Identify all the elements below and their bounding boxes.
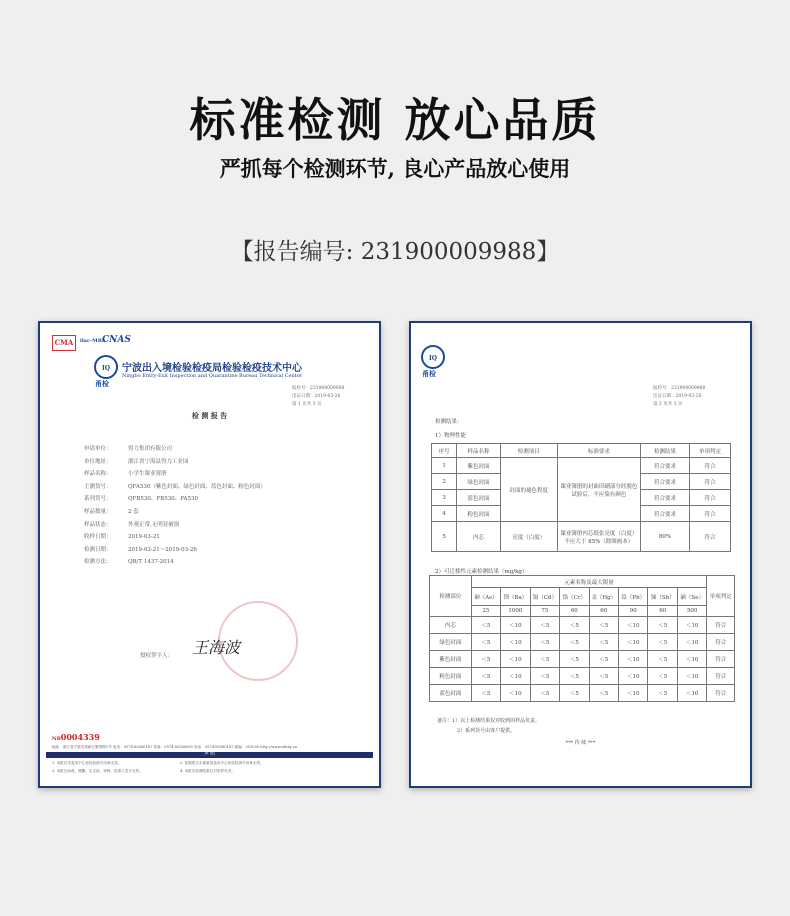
- bureau-emblem-icon: IQ: [94, 355, 118, 379]
- field-row: [84, 532, 160, 540]
- emblem-label: 甬检: [422, 369, 436, 378]
- field-row: [84, 557, 174, 565]
- t2-value: ＜5: [471, 617, 500, 634]
- section-physical: 1）物理性能: [435, 433, 466, 439]
- t1-result: 符合要求: [641, 458, 690, 474]
- meta-issue-date: 出证日期：2019-03-26: [292, 394, 341, 399]
- t2-element: 铅（Pb）: [619, 588, 648, 606]
- t2-value: ＜10: [677, 651, 706, 668]
- field-label: 检测方法：: [84, 559, 112, 566]
- t1-header-cell: 序号: [432, 444, 457, 458]
- t2-value: ＜5: [589, 668, 618, 685]
- t2-value: ＜5: [589, 685, 618, 702]
- t2-limit: 60: [589, 606, 618, 617]
- t2-value: ＜10: [619, 668, 648, 685]
- t2-value: ＜10: [501, 634, 530, 651]
- field-row: [84, 457, 189, 465]
- doc-title: 检 测 报 告: [191, 411, 228, 420]
- field-value: QFA530（紫色封面、绿色封面、蓝色封面、粉色封面）: [128, 483, 266, 490]
- footer-note-3: 3. 本报告涂改、增删、无主检、审核、批准人签字无效。: [52, 769, 143, 773]
- org-name-cn: 宁波出入境检验检疫局检验检疫技术中心: [122, 363, 302, 374]
- t2-part: 紫色封面: [430, 651, 472, 668]
- t2-value: ＜5: [530, 651, 559, 668]
- t2-group-header: 元素名称及最大限量: [471, 576, 707, 588]
- t2-value: ＜10: [677, 634, 706, 651]
- t2-element: 硒（Se）: [677, 588, 706, 606]
- t2-value: ＜10: [501, 651, 530, 668]
- ilac-logo: ilac-MRA: [80, 338, 106, 344]
- meta-issue-date: 出证日期：2019-03-26: [653, 394, 702, 399]
- field-value: 小学生课业簿册: [128, 471, 167, 478]
- report-number: 【报告编号: 231900009988】: [230, 239, 560, 265]
- footer-note-4: 4. 本报告检测结果仅对来样负责。: [180, 769, 235, 773]
- t1-row5-name: 内芯: [457, 522, 501, 552]
- t1-name: 绿色封面: [457, 474, 501, 490]
- t2-value: ＜5: [648, 668, 677, 685]
- t2-limit: 60: [560, 606, 589, 617]
- field-row: [84, 469, 167, 477]
- t1-no: 4: [432, 506, 457, 522]
- t2-limit: 1000: [501, 606, 530, 617]
- meta-page: 第 2 页共 3 页: [653, 402, 683, 407]
- t1-verdict: 符合: [689, 458, 730, 474]
- t1-result: 符合要求: [641, 474, 690, 490]
- t2-value: ＜10: [501, 668, 530, 685]
- t2-value: ＜5: [471, 634, 500, 651]
- t2-part: 粉色封面: [430, 668, 472, 685]
- t2-value: ＜10: [619, 685, 648, 702]
- field-row: [84, 507, 139, 515]
- t2-verdict-header: 单项判定: [707, 576, 735, 617]
- t2-element: 砷（As）: [471, 588, 500, 606]
- t2-part: 蓝色封面: [430, 685, 472, 702]
- table-row: [430, 651, 735, 668]
- t2-value: ＜10: [501, 617, 530, 634]
- field-row: [84, 520, 179, 528]
- section-elements: 2）可迁移性元素检测结果（mg/kg）: [435, 569, 528, 575]
- t1-verdict: 符合: [689, 506, 730, 522]
- t2-element: 汞（Hg）: [589, 588, 618, 606]
- t2-value: ＜10: [677, 685, 706, 702]
- t1-item-shared: 封面的褪色程度: [500, 458, 557, 522]
- field-value: 2019-03-21: [128, 534, 160, 541]
- table-row: [430, 685, 735, 702]
- field-label: 样品名称：: [84, 471, 112, 478]
- field-label: 收样日期：: [84, 534, 112, 541]
- bureau-emblem-icon: IQ: [421, 345, 445, 369]
- field-value: 浙江省宁海县得力工业园: [128, 458, 189, 465]
- field-label: 样品数量：: [84, 509, 112, 515]
- t2-value: ＜5: [648, 617, 677, 634]
- t2-value: ＜5: [560, 617, 589, 634]
- signature: 王海波: [192, 638, 241, 657]
- t2-value: ＜5: [589, 617, 618, 634]
- table-row: [430, 668, 735, 685]
- field-value: 外观正常,无明显破损: [128, 521, 180, 528]
- t2-limit: 75: [530, 606, 559, 617]
- t2-value: ＜5: [530, 685, 559, 702]
- cnas-logo: CNAS: [102, 335, 131, 345]
- report-page-1: [38, 321, 381, 788]
- field-label: 申请单位：: [84, 446, 112, 452]
- t2-limit: 90: [619, 606, 648, 617]
- elements-table: [429, 575, 735, 702]
- footer-bar: 声 明: [46, 752, 373, 758]
- t1-row5-verdict: 符合: [689, 522, 730, 552]
- t2-value: ＜5: [589, 634, 618, 651]
- field-value: QB/T 1437-2014: [128, 559, 174, 566]
- t2-element: 锑（Sb）: [648, 588, 677, 606]
- t2-value: ＜10: [677, 617, 706, 634]
- table-row: [430, 634, 735, 651]
- footer-note-1: 1. 本报告未盖本中心检验检测专用章无效。: [52, 761, 122, 765]
- t2-value: ＜5: [471, 685, 500, 702]
- t2-verdict: 符合: [707, 617, 735, 634]
- page-title: 标准检测 放心品质: [189, 93, 601, 147]
- t1-result: 符合要求: [641, 490, 690, 506]
- t1-no: 3: [432, 490, 457, 506]
- serial-number: NB0004339: [52, 732, 100, 742]
- field-value: 2 套: [128, 509, 139, 515]
- t2-value: ＜5: [648, 651, 677, 668]
- t2-value: ＜5: [471, 668, 500, 685]
- t1-row5-item: 亮度（白度）: [500, 522, 557, 552]
- t1-header-cell: 标准要求: [557, 444, 640, 458]
- t2-verdict: 符合: [707, 668, 735, 685]
- t2-value: ＜10: [619, 617, 648, 634]
- cma-logo: CMA: [52, 335, 76, 351]
- t2-verdict: 符合: [707, 651, 735, 668]
- footer-note-2: 2. 复制报告未重新加盖本中心检验检测专用章无效。: [180, 761, 264, 765]
- t1-name: 粉色封面: [457, 506, 501, 522]
- page-subtitle: 严抓每个检测环节, 良心产品放心使用: [219, 156, 571, 181]
- results-label: 检测结果：: [435, 419, 463, 425]
- t2-value: ＜5: [530, 617, 559, 634]
- t2-value: ＜10: [677, 668, 706, 685]
- t1-name: 紫色封面: [457, 458, 501, 474]
- table-row: [432, 522, 731, 552]
- org-name-en: Ningbo Entry-Exit Inspection and Quarantine Bureau Technical Center: [122, 373, 303, 379]
- t1-verdict: 符合: [689, 490, 730, 506]
- t2-value: ＜5: [560, 668, 589, 685]
- table-row: [430, 617, 735, 634]
- note-1: 备注：1）以上检测结果仅对收到的样品负责。: [437, 718, 541, 724]
- t2-value: ＜5: [589, 651, 618, 668]
- report-page-2: [409, 321, 752, 788]
- t2-value: ＜5: [560, 651, 589, 668]
- t1-row5-req: 课业簿册内芯纸张亮度（白度）不应大于 85%（除图画本）: [557, 522, 640, 552]
- t2-value: ＜10: [501, 685, 530, 702]
- signatory-label: 授权签字人：: [140, 653, 174, 659]
- t1-row5-result: 80%: [641, 522, 690, 552]
- field-label: 系列货号：: [84, 496, 112, 503]
- field-row: [84, 482, 266, 490]
- footer-address: 地址：浙江省宁波市高新区聚贤路1号 电话：0574-85580187 传真：0574-85580000 电话：0574-85580187 邮编：315000 http://www.nbciq.cn: [52, 745, 297, 749]
- meta-page: 第 1 页共 3 页: [292, 402, 322, 407]
- t1-no: 2: [432, 474, 457, 490]
- t1-header-cell: 检测项目: [500, 444, 557, 458]
- t1-row5-no: 5: [432, 522, 457, 552]
- t2-limit: 25: [471, 606, 500, 617]
- t2-part-header: 检测部位: [430, 576, 472, 617]
- t2-value: ＜5: [648, 634, 677, 651]
- t2-value: ＜5: [471, 651, 500, 668]
- t2-limit: 60: [648, 606, 677, 617]
- t1-name: 蓝色封面: [457, 490, 501, 506]
- t2-value: ＜5: [530, 634, 559, 651]
- field-row: [84, 444, 172, 452]
- t2-value: ＜5: [560, 634, 589, 651]
- t2-value: ＜5: [530, 668, 559, 685]
- end-mark: *** 待 续 ***: [565, 740, 596, 746]
- field-label: 单位地址：: [84, 458, 112, 465]
- field-row: [84, 545, 197, 553]
- t1-header-cell: 检测结果: [641, 444, 690, 458]
- t1-verdict: 符合: [689, 474, 730, 490]
- t2-verdict: 符合: [707, 634, 735, 651]
- meta-report-no: 报检号：231900009988: [653, 386, 706, 391]
- t2-limit: 500: [677, 606, 706, 617]
- t2-element: 镉（Cd）: [530, 588, 559, 606]
- t2-element: 铬（Cr）: [560, 588, 589, 606]
- t2-part: 绿色封面: [430, 634, 472, 651]
- meta-report-no: 报检号：231900009988: [292, 386, 345, 391]
- t2-value: ＜5: [560, 685, 589, 702]
- t2-verdict: 符合: [707, 685, 735, 702]
- emblem-label: 甬检: [95, 379, 109, 388]
- note-2: 2）系列货号由客户提供。: [457, 728, 516, 734]
- t1-header-cell: 样品名称: [457, 444, 501, 458]
- field-row: [84, 494, 198, 502]
- field-label: 样品状态：: [84, 521, 112, 528]
- t1-header-cell: 单项判定: [689, 444, 730, 458]
- field-value: QFB530、FB530、FA530: [128, 496, 199, 503]
- t2-element: 钡（Ba）: [501, 588, 530, 606]
- table-row: [432, 458, 731, 474]
- t1-result: 符合要求: [641, 506, 690, 522]
- t1-no: 1: [432, 458, 457, 474]
- t2-value: ＜10: [619, 651, 648, 668]
- field-label: 检测日期：: [84, 546, 112, 553]
- t1-req-shared: 课业簿册的封面印刷部分经脱色试验后，不应染有颜色: [557, 458, 640, 522]
- field-label: 主测货号：: [84, 483, 112, 490]
- t2-value: ＜10: [619, 634, 648, 651]
- field-value: 得力集团有限公司: [128, 446, 173, 452]
- t2-part: 内芯: [430, 617, 472, 634]
- physical-properties-table: [431, 443, 731, 552]
- t2-value: ＜5: [648, 685, 677, 702]
- field-value: 2019-03-21～2019-03-26: [128, 546, 197, 553]
